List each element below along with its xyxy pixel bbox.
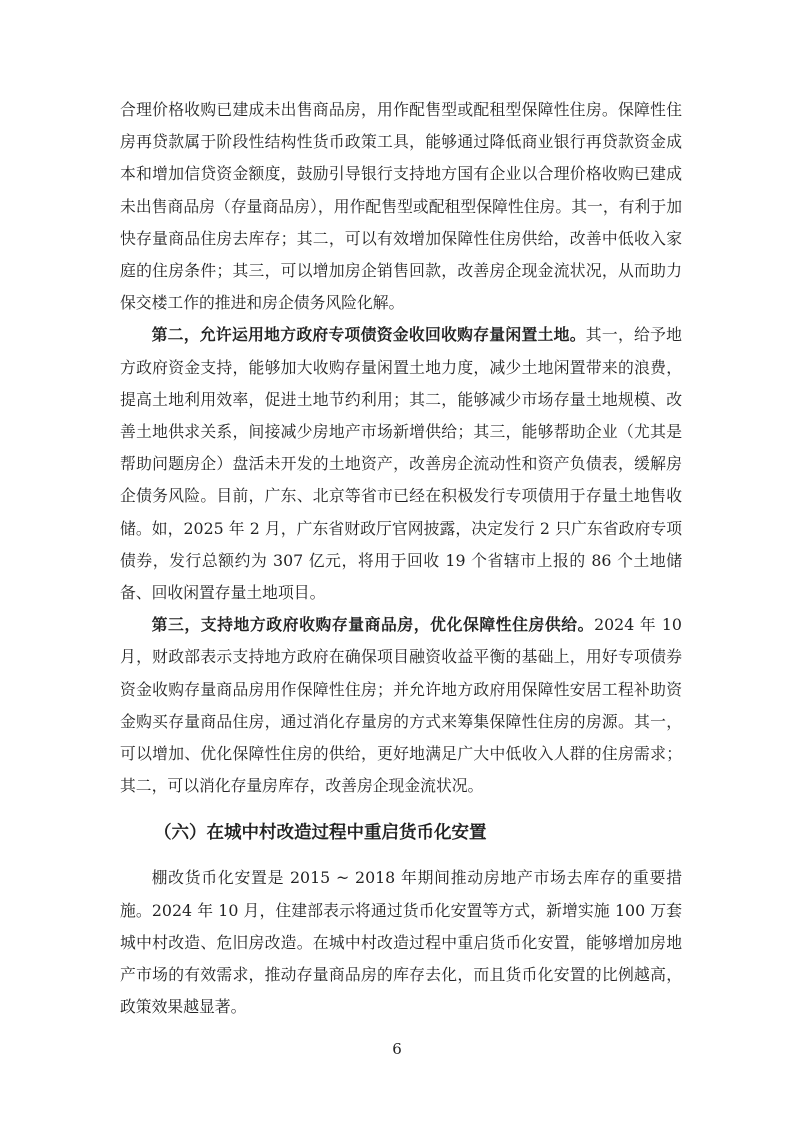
section-heading: （六）在城中村改造过程中重启货币化安置	[154, 823, 487, 844]
paragraph-lead-bold: 第二，允许运用地方政府专项债资金收回收购存量闲置土地。	[151, 325, 586, 345]
page-number: 6	[392, 1040, 402, 1058]
body-text	[120, 94, 682, 1023]
paragraph-continuation: 合理价格收购已建成未出售商品房，用作配售型或配租型保障性住房。保障性住房再贷款属于阶段性结构性货币政策工具，能够通过降低商业银行再贷款资金成本和增加信贷资金额度，鼓励引导银行支持地方国有企业以合理价格收购已建成未出售商品房（存量商品房），用作配售型或配租型保障性住房。其一，有利于加快存量商品住房去库存；其二，可以有效增加保障性住房供给，改善中低收入家庭的住房条件；其三，可以增加房企销售回款，改善房企现金流状况，从而助力保交楼工作的推进和房企债务风险化解。	[120, 100, 682, 313]
paragraph-second-point	[120, 319, 682, 609]
paragraph-body: 2024 年 10 月，财政部表示支持地方政府在确保项目融资收益平衡的基础上，用好专项债券资金收购存量商品房用作保障性住房；并允许地方政府用保障性安居工程补助资金购买存量商品住房，通过消化存量房的方式来筹集保障性住房的房源。其一，可以增加、优化保障性住房的供给，更好地满足广大中低收入人群的住房需求；其二，可以消化存量房库存，改善房企现金流状况。	[120, 615, 682, 796]
paragraph-body: 其一，给予地方政府资金支持，能够加大收购存量闲置土地力度，减少土地闲置带来的浪费，提高土地利用效率，促进土地节约利用；其二，能够减少市场存量土地规模、改善土地供求关系，间接减少房地产市场新增供给；其三，能够帮助企业（尤其是帮助问题房企）盘活未开发的土地资产，改善房企流动性和资产负债表，缓解房企债务风险。目前，广东、北京等省市已经在积极发行专项债用于存量土地售收储。如，2025 年 2 月，广东省财政厅官网披露，决定发行 2 只广东省政府专项债券，发行总额约为 307 亿元，将用于回收 19 个省辖市上报的 86 个土地储备、回收闲置存量土地项目。	[120, 325, 682, 603]
paragraph-third-point	[120, 609, 682, 802]
paragraph-lead-bold: 第三，支持地方政府收购存量商品房，优化保障性住房供给。	[151, 615, 595, 635]
paragraph-monetized-resettlement: 棚改货币化安置是 2015 ~ 2018 年期间推动房地产市场去库存的重要措施。2024 年 10 月，住建部表示将通过货币化安置等方式，新增实施 100 万套城中村改造、危旧房改造。在城中村改造过程中重启货币化安置，能够增加房地产市场的有效需求，推动存量商品房的库存去化，而且货币化安置的比例越高，政策效果越显著。	[120, 868, 682, 1017]
